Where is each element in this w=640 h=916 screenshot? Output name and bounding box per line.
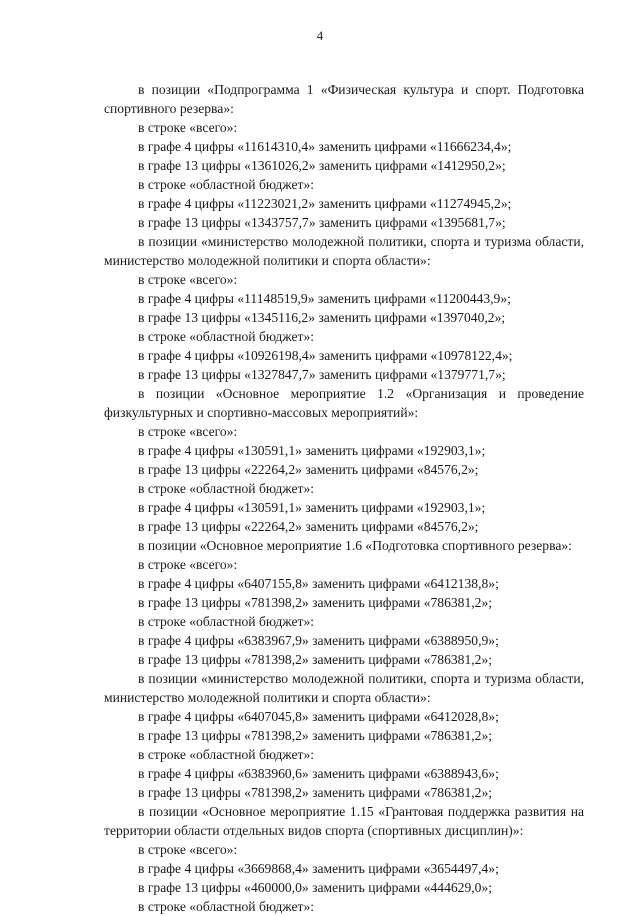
text-line: в графе 13 цифры «1327847,7» заменить цифрами «1379771,7»; <box>138 367 506 382</box>
text-paragraph: в позиции «Подпрограмма 1 «Физическая культура и спорт. Подготовка спортивного резерва»: <box>104 82 584 116</box>
text-line: в графе 13 цифры «1343757,7» заменить цифрами «1395681,7»; <box>138 215 506 230</box>
text-line: в графе 4 цифры «11148519,9» заменить цифрами «11200443,9»; <box>138 291 511 306</box>
text-line: в графе 13 цифры «781398,2» заменить цифрами «786381,2»; <box>138 785 493 800</box>
text-line: в графе 13 цифры «22264,2» заменить цифрами «84576,2»; <box>138 519 479 534</box>
text-line: в строке «всего»: <box>138 272 238 287</box>
text-paragraph: в позиции «Основное мероприятие 1.2 «Организация и проведение физкультурных и спортивно-массовых мероприятий»: <box>104 386 584 420</box>
page-number: 4 <box>316 28 324 43</box>
text-line: в графе 13 цифры «460000,0» заменить цифрами «444629,0»; <box>138 880 493 895</box>
text-line: в графе 13 цифры «22264,2» заменить цифрами «84576,2»; <box>138 462 479 477</box>
text-line: в позиции «Основное мероприятие 1.6 «Подготовка спортивного резерва»: <box>138 538 572 553</box>
text-line: в графе 4 цифры «3669868,4» заменить цифрами «3654497,4»; <box>138 861 499 876</box>
text-line: в графе 4 цифры «6383967,9» заменить цифрами «6388950,9»; <box>138 633 499 648</box>
text-line: в строке «областной бюджет»: <box>138 329 315 344</box>
text-line: в строке «областной бюджет»: <box>138 177 315 192</box>
text-line: в графе 4 цифры «10926198,4» заменить цифрами «10978122,4»; <box>138 348 513 363</box>
text-line: в графе 13 цифры «1361026,2» заменить цифрами «1412950,2»; <box>138 158 506 173</box>
text-line: в графе 4 цифры «130591,1» заменить цифрами «192903,1»; <box>138 443 486 458</box>
text-line: в строке «областной бюджет»: <box>138 899 315 914</box>
text-line: в строке «областной бюджет»: <box>138 481 315 496</box>
text-paragraph: в позиции «Основное мероприятие 1.15 «Грантовая поддержка развития на территории области отдельных видов спорта (спортивных дисциплин)»: <box>104 804 584 838</box>
text-line: в графе 13 цифры «781398,2» заменить цифрами «786381,2»; <box>138 595 493 610</box>
text-paragraph: в позиции «министерство молодежной политики, спорта и туризма области, министерство молодежной политики и спорта области»: <box>104 671 584 705</box>
text-line: в графе 4 цифры «130591,1» заменить цифрами «192903,1»; <box>138 500 486 515</box>
text-line: в графе 4 цифры «6407045,8» заменить цифрами «6412028,8»; <box>138 709 499 724</box>
text-line: в графе 4 цифры «6383960,6» заменить цифрами «6388943,6»; <box>138 766 499 781</box>
text-line: в графе 13 цифры «1345116,2» заменить цифрами «1397040,2»; <box>138 310 506 325</box>
text-line: в строке «областной бюджет»: <box>138 614 315 629</box>
text-line: в графе 4 цифры «11614310,4» заменить цифрами «11666234,4»; <box>138 139 512 154</box>
text-line: в строке «всего»: <box>138 120 238 135</box>
text-line: в строке «всего»: <box>138 557 238 572</box>
text-line: в строке «всего»: <box>138 424 238 439</box>
text-line: в графе 4 цифры «11223021,2» заменить цифрами «11274945,2»; <box>138 196 512 211</box>
text-line: в графе 13 цифры «781398,2» заменить цифрами «786381,2»; <box>138 652 493 667</box>
text-line: в графе 13 цифры «781398,2» заменить цифрами «786381,2»; <box>138 728 493 743</box>
text-line: в строке «всего»: <box>138 842 238 857</box>
text-paragraph: в позиции «министерство молодежной политики, спорта и туризма области, министерство молодежной политики и спорта области»: <box>104 234 584 268</box>
document-body <box>104 80 584 916</box>
text-line: в графе 4 цифры «6407155,8» заменить цифрами «6412138,8»; <box>138 576 499 591</box>
text-line: в строке «областной бюджет»: <box>138 747 315 762</box>
